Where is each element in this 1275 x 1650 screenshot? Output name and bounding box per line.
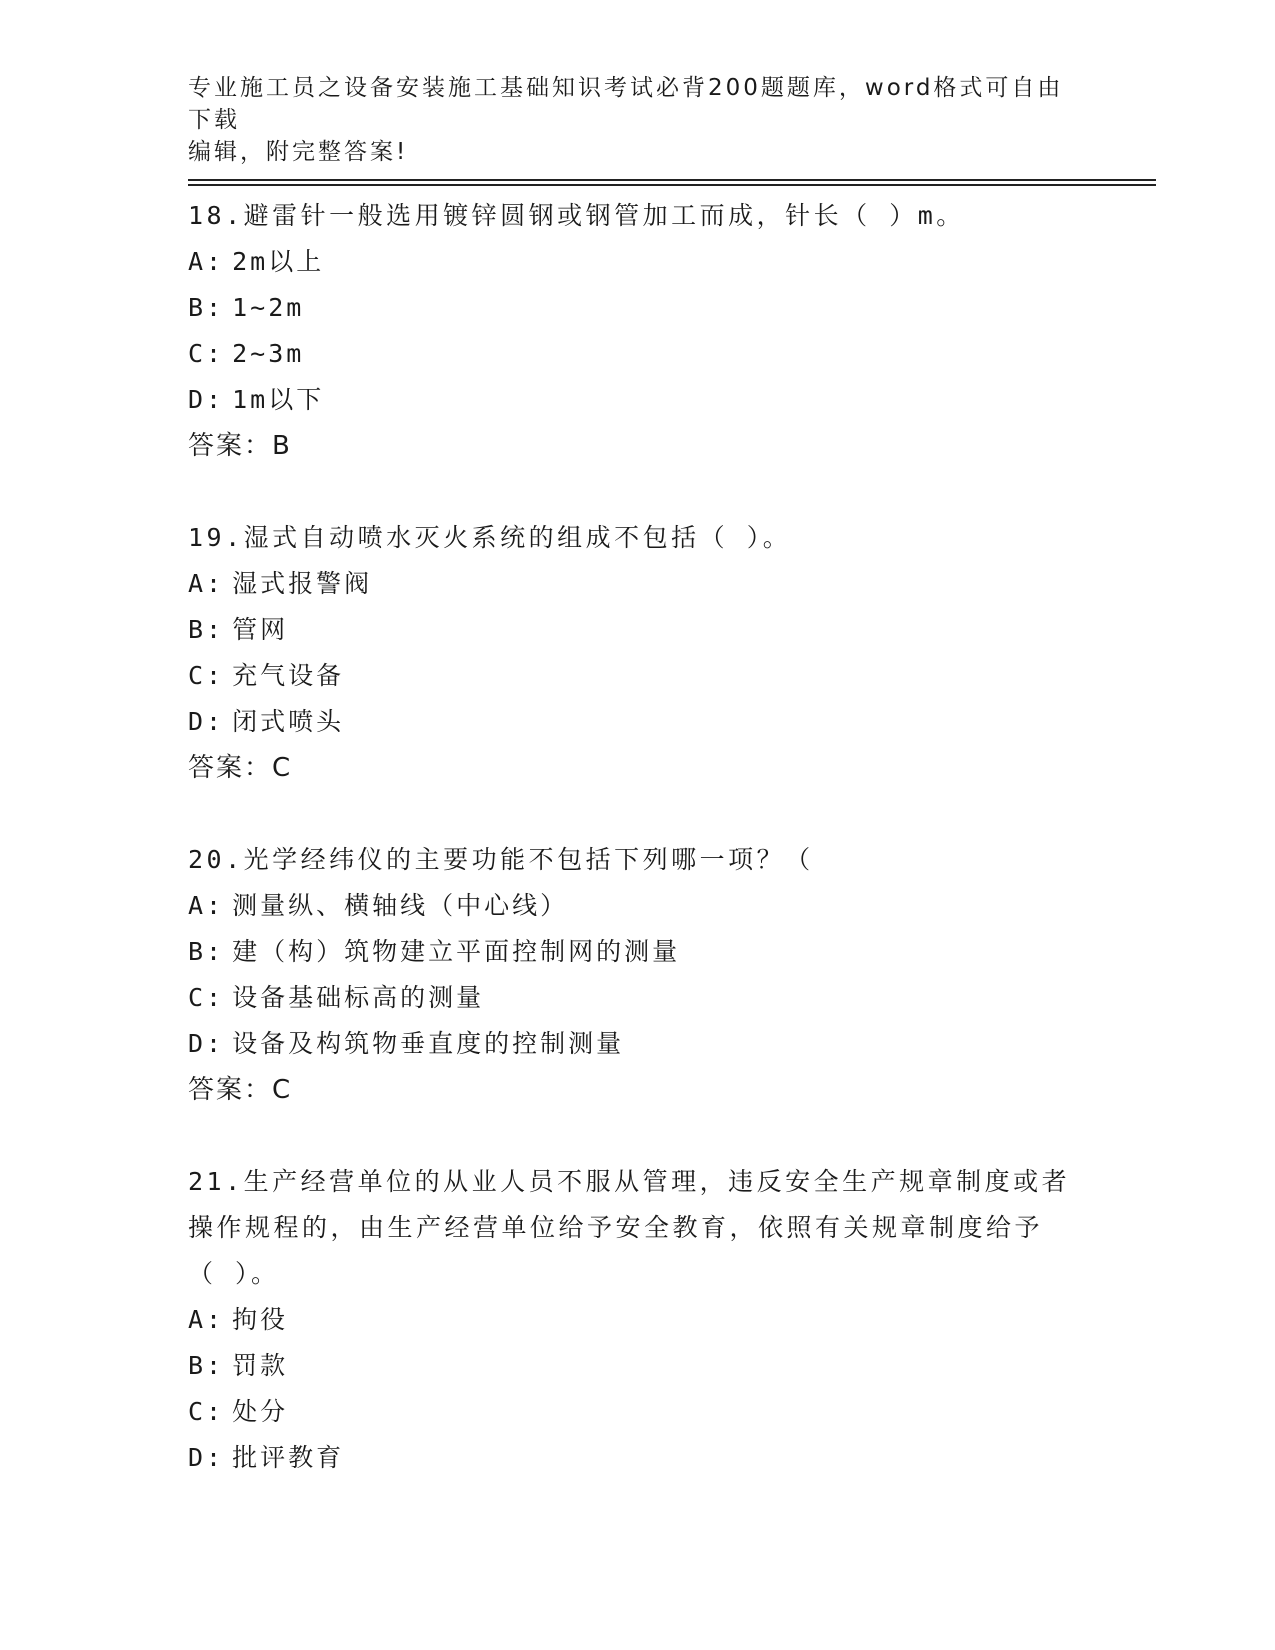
question-19 — [188, 515, 1088, 791]
option-c — [188, 653, 1088, 699]
question-text: 18.避雷针一般选用镀锌圆钢或钢管加工而成，针长（ ）m。 — [188, 201, 965, 230]
question-text-line-3: （ ）。 — [188, 1259, 280, 1288]
document-header — [188, 72, 1088, 168]
option-key: D: — [188, 385, 225, 414]
option-key: B: — [188, 937, 225, 966]
option-c — [188, 1389, 1088, 1435]
option-key: C: — [188, 983, 225, 1012]
question-18 — [188, 193, 1088, 469]
option-text: 测量纵、横轴线（中心线） — [232, 891, 569, 920]
option-text: 2m以上 — [232, 247, 325, 276]
option-c — [188, 975, 1088, 1021]
option-text: 管网 — [232, 615, 289, 644]
option-key: A: — [188, 1305, 225, 1334]
question-text: 20.光学经纬仪的主要功能不包括下列哪一项？（ — [188, 845, 814, 874]
question-text-line-1: 21.生产经营单位的从业人员不服从管理，违反安全生产规章制度或者 — [188, 1167, 1071, 1196]
option-text: 罚款 — [232, 1351, 289, 1380]
option-a — [188, 883, 1088, 929]
option-d — [188, 1021, 1088, 1067]
option-text: 湿式报警阀 — [232, 569, 373, 598]
option-key: A: — [188, 569, 225, 598]
option-text: 闭式喷头 — [232, 707, 345, 736]
option-key: B: — [188, 293, 225, 322]
option-text: 设备基础标高的测量 — [232, 983, 485, 1012]
question-text: 19.湿式自动喷水灭火系统的组成不包括（ ）。 — [188, 523, 792, 552]
option-b — [188, 1343, 1088, 1389]
option-d — [188, 699, 1088, 745]
option-b — [188, 285, 1088, 331]
option-key: C: — [188, 661, 225, 690]
header-divider-top — [188, 179, 1156, 181]
option-text: 处分 — [232, 1397, 289, 1426]
option-key: B: — [188, 615, 225, 644]
question-list — [188, 193, 1088, 1527]
option-text: 建（构）筑物建立平面控制网的测量 — [232, 937, 681, 966]
option-c — [188, 331, 1088, 377]
header-title-line-1: 专业施工员之设备安装施工基础知识考试必背200题题库，word格式可自由下载 — [188, 75, 1064, 133]
option-text: 1m以下 — [232, 385, 325, 414]
option-key: C: — [188, 1397, 225, 1426]
option-d — [188, 377, 1088, 423]
option-key: C: — [188, 339, 225, 368]
option-key: A: — [188, 247, 225, 276]
answer-line: 答案：C — [188, 1075, 293, 1105]
option-d — [188, 1435, 1088, 1481]
option-text: 拘役 — [232, 1305, 289, 1334]
option-a — [188, 561, 1088, 607]
question-21 — [188, 1159, 1088, 1481]
option-key: A: — [188, 891, 225, 920]
option-key: B: — [188, 1351, 225, 1380]
option-key: D: — [188, 1029, 225, 1058]
answer-line: 答案：B — [188, 431, 292, 461]
option-text: 充气设备 — [232, 661, 345, 690]
option-key: D: — [188, 707, 225, 736]
option-text: 2~3m — [232, 339, 305, 368]
option-b — [188, 929, 1088, 975]
header-divider-bottom — [188, 184, 1156, 186]
option-text: 批评教育 — [232, 1443, 345, 1472]
question-20 — [188, 837, 1088, 1113]
option-key: D: — [188, 1443, 225, 1472]
option-a — [188, 239, 1088, 285]
option-b — [188, 607, 1088, 653]
option-text: 1~2m — [232, 293, 305, 322]
option-text: 设备及构筑物垂直度的控制测量 — [232, 1029, 625, 1058]
answer-line: 答案：C — [188, 753, 293, 783]
header-title-line-2: 编辑，附完整答案! — [188, 139, 409, 165]
option-a — [188, 1297, 1088, 1343]
question-text-line-2: 操作规程的，由生产经营单位给予安全教育，依照有关规章制度给予 — [188, 1213, 1044, 1242]
